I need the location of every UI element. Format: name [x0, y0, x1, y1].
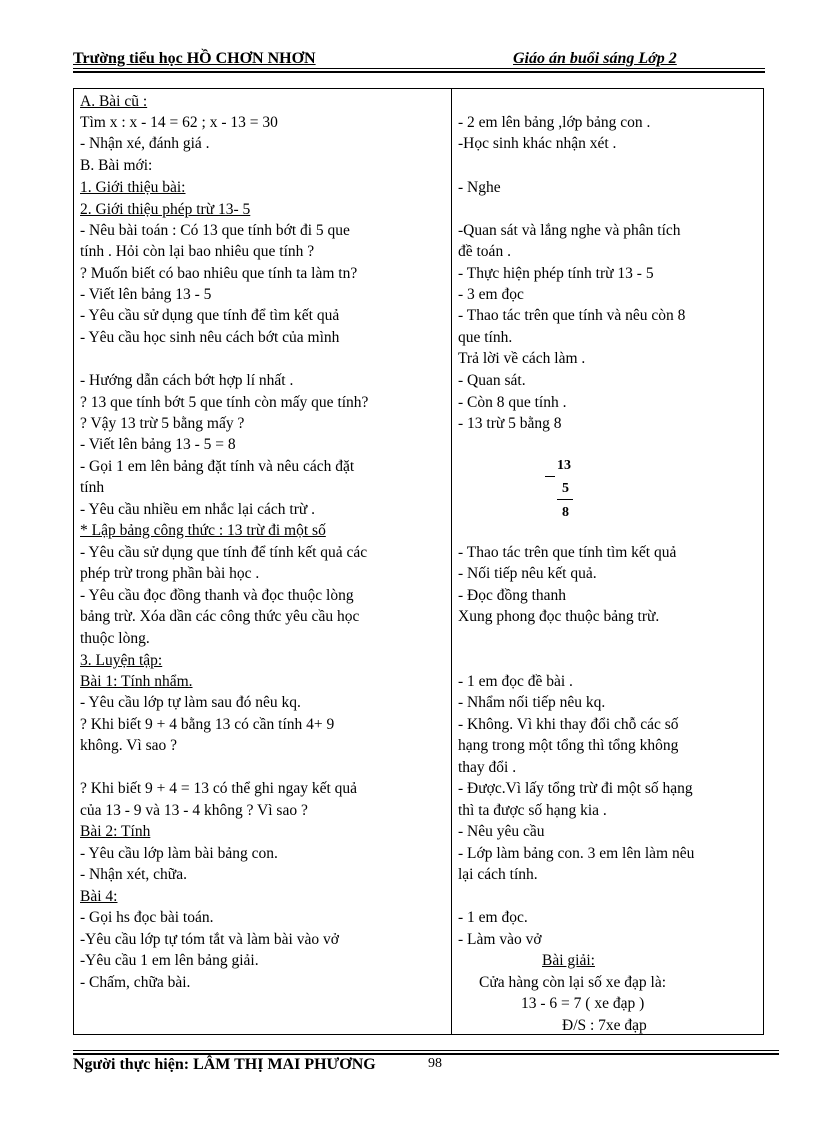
- solution-answer: Đ/S : 7xe đạp: [562, 1017, 647, 1034]
- right-line: - 3 em đọc: [458, 286, 524, 303]
- right-line: lại cách tính.: [458, 866, 538, 883]
- right-line: - Quan sát.: [458, 372, 526, 389]
- right-line: thì ta được số hạng kia .: [458, 802, 607, 819]
- left-line: - Yêu cầu sử dụng que tính để tìm kết quả: [80, 307, 340, 324]
- left-line: phép trừ trong phần bài học .: [80, 565, 260, 582]
- right-line: - Thao tác trên que tính và nêu còn 8: [458, 307, 686, 324]
- right-line: - 13 trừ 5 bằng 8: [458, 415, 562, 432]
- right-line: - Còn 8 que tính .: [458, 394, 567, 411]
- page-number: 98: [428, 1056, 442, 1071]
- left-line: 3. Luyện tập:: [80, 652, 163, 669]
- calc-minuend: 13: [557, 458, 571, 473]
- left-line: ? Khi biết 9 + 4 = 13 có thể ghi ngay kết quả: [80, 780, 358, 797]
- right-line: -Học sinh khác nhận xét .: [458, 135, 617, 152]
- right-line: - Lớp làm bảng con. 3 em lên làm nêu: [458, 845, 695, 862]
- left-line: - Yêu cầu nhiều em nhắc lại cách trừ .: [80, 501, 316, 518]
- right-line: - Không. Vì khi thay đổi chỗ các số: [458, 716, 679, 733]
- left-line: thuộc lòng.: [80, 630, 150, 647]
- right-line: - 1 em đọc.: [458, 909, 528, 926]
- page-header: [73, 50, 765, 70]
- left-line: - Nêu bài toán : Có 13 que tính bớt đi 5 que: [80, 222, 350, 239]
- left-line: bảng trừ. Xóa dần các công thức yêu cầu học: [80, 608, 360, 625]
- left-line: - Yêu cầu lớp làm bài bảng con.: [80, 845, 278, 862]
- calc-subtrahend: 5: [562, 481, 569, 496]
- left-line: 1. Giới thiệu bài:: [80, 179, 186, 196]
- right-line: - Làm vào vở: [458, 931, 542, 948]
- footer-rule-thick: [73, 1053, 779, 1055]
- left-line: tính: [80, 479, 105, 496]
- left-line: ? Khi biết 9 + 4 bằng 13 có cần tính 4+ 9: [80, 716, 335, 733]
- left-line: - Viết lên bảng 13 - 5 = 8: [80, 436, 236, 453]
- right-line: Xung phong đọc thuộc bảng trừ.: [458, 608, 660, 625]
- left-line: Bài 1: Tính nhẩm.: [80, 673, 193, 690]
- left-line: Bài 2: Tính: [80, 823, 151, 840]
- left-line: không. Vì sao ?: [80, 737, 178, 754]
- right-line: - Đọc đồng thanh: [458, 587, 567, 604]
- right-line: que tính.: [458, 329, 513, 346]
- right-line: hạng trong một tổng thì tổng không: [458, 737, 679, 754]
- right-line: thay đổi .: [458, 759, 517, 776]
- left-line: -Yêu cầu 1 em lên bảng giải.: [80, 952, 259, 969]
- left-line: - Yêu cầu sử dụng que tính để tính kết quả các: [80, 544, 368, 561]
- left-line: ? Muốn biết có bao nhiêu que tính ta làm tn?: [80, 265, 358, 282]
- right-line: - Thao tác trên que tính tìm kết quả: [458, 544, 677, 561]
- left-line: - Yêu cầu đọc đồng thanh và đọc thuộc lòng: [80, 587, 354, 604]
- left-line: ? Vậy 13 trừ 5 bằng mấy ?: [80, 415, 245, 432]
- left-line: * Lập bảng công thức : 13 trừ đi một số: [80, 522, 326, 539]
- left-line: - Viết lên bảng 13 - 5: [80, 286, 212, 303]
- header-rule-thick: [73, 71, 765, 73]
- minus-sign: [545, 476, 555, 477]
- left-line: B. Bài mới:: [80, 157, 153, 174]
- left-line: 2. Giới thiệu phép trừ 13- 5: [80, 201, 251, 218]
- left-line: Tìm x : x - 14 = 62 ; x - 13 = 30: [80, 114, 278, 131]
- right-line: Trả lời về cách làm .: [458, 350, 586, 367]
- left-line: - Yêu cầu lớp tự làm sau đó nêu kq.: [80, 694, 301, 711]
- left-line: - Gọi 1 em lên bảng đặt tính và nêu cách đặt: [80, 458, 355, 475]
- solution-line: 13 - 6 = 7 ( xe đạp ): [521, 995, 645, 1012]
- calc-result-line: [557, 499, 573, 500]
- footer-rule: [73, 1050, 779, 1051]
- left-line: của 13 - 9 và 13 - 4 không ? Vì sao ?: [80, 802, 308, 819]
- right-line: - Nghe: [458, 179, 501, 196]
- left-line: A. Bài cũ :: [80, 93, 148, 110]
- column-divider: [451, 89, 452, 1034]
- right-line: - Nối tiếp nêu kết quả.: [458, 565, 597, 582]
- left-line: Bài 4:: [80, 888, 118, 905]
- left-line: - Chấm, chữa bài.: [80, 974, 191, 991]
- right-line: - 1 em đọc đề bài .: [458, 673, 573, 690]
- lesson-plan-title: Giáo án buổi sáng Lớp 2: [513, 50, 677, 67]
- header-rule: [73, 68, 765, 69]
- right-line: - Thực hiện phép tính trừ 13 - 5: [458, 265, 654, 282]
- left-line: - Yêu cầu học sinh nêu cách bớt của mình: [80, 329, 340, 346]
- right-line: - Nhẩm nối tiếp nêu kq.: [458, 694, 606, 711]
- lesson-table: [73, 88, 764, 1035]
- right-line: đề toán .: [458, 243, 511, 260]
- solution-line: Cửa hàng còn lại số xe đạp là:: [479, 974, 667, 991]
- left-line: - Hướng dẫn cách bớt hợp lí nhất .: [80, 372, 294, 389]
- teacher-name: Người thực hiện: LÂM THỊ MAI PHƯƠNG: [73, 1056, 376, 1073]
- solution-heading: Bài giải:: [542, 952, 595, 969]
- calc-result: 8: [562, 505, 569, 520]
- school-name: Trường tiểu học HỒ CHƠN NHƠN: [73, 50, 316, 67]
- right-line: - Được.Vì lấy tổng trừ đi một số hạng: [458, 780, 693, 797]
- left-line: tính . Hỏi còn lại bao nhiêu que tính ?: [80, 243, 315, 260]
- left-line: - Gọi hs đọc bài toán.: [80, 909, 214, 926]
- left-line: -Yêu cầu lớp tự tóm tắt và làm bài vào vở: [80, 931, 339, 948]
- right-line: - 2 em lên bảng ,lớp bảng con .: [458, 114, 651, 131]
- left-line: ? 13 que tính bớt 5 que tính còn mấy que tính?: [80, 394, 369, 411]
- left-line: - Nhận xét, chữa.: [80, 866, 187, 883]
- right-line: -Quan sát và lắng nghe và phân tích: [458, 222, 681, 239]
- right-line: - Nêu yêu cầu: [458, 823, 545, 840]
- left-line: - Nhận xé, đánh giá .: [80, 135, 210, 152]
